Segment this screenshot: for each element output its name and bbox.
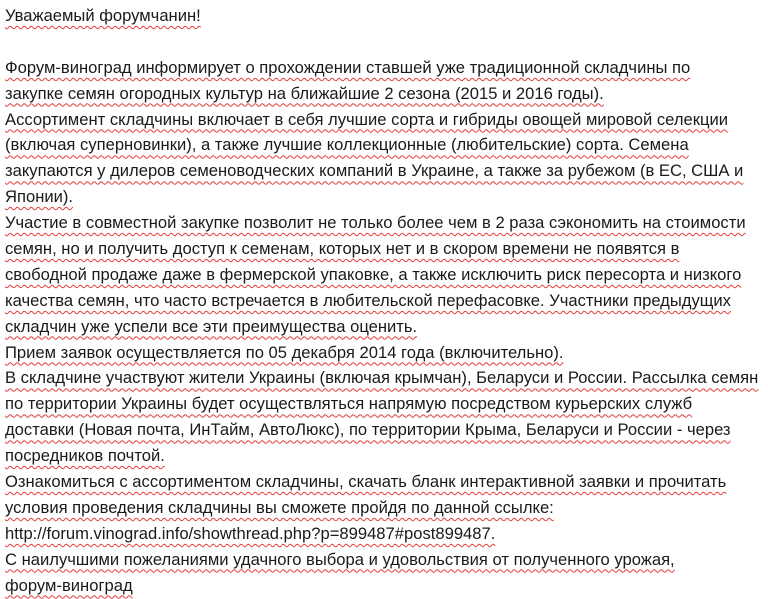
text-line-17: Ознакомиться с ассортиментом складчины, скачать бланк интерактивной заявки и прочитать — [5, 472, 727, 492]
text-line-9: свободной продаже даже в фермерской упаковке, а также исключить риск пересорта и низкого — [5, 264, 742, 284]
text-line-11: складчин уже успели все эти преимущества оценить. — [5, 316, 418, 336]
signature-line: форум-виноград — [5, 575, 133, 595]
text-line-7: Участие в совместной закупке позволит не только более чем в 2 раза сэкономить на стоимости — [5, 213, 746, 233]
text-line-16: посредников почтой. — [5, 446, 165, 466]
document-body — [5, 3, 765, 598]
text-line-18: условия проведения складчины вы сможете пройдя по данной ссылке: — [5, 497, 554, 517]
text-line-2: закупке семян огородных культур на ближайшие 2 сезона (2015 и 2016 годы). — [5, 83, 604, 103]
text-line-12: Прием заявок осуществляется по 05 декабря 2014 года (включительно). — [5, 342, 564, 362]
link-line: http://forum.vinograd.info/showthread.php?p=899487#post899487. — [5, 523, 496, 543]
text-line-5: закупаются у дилеров семеноводческих компаний в Украине, а также за рубежом (в ЕС, США и — [5, 161, 744, 181]
blank-line — [5, 29, 765, 55]
text-line-3: Ассортимент складчины включает в себя лучшие сорта и гибриды овощей мировой селекции — [5, 109, 729, 129]
text-line-20: С наилучшими пожеланиями удачного выбора и удовольствия от полученного урожая, — [5, 549, 675, 569]
text-line-15: доставки (Новая почта, ИнТайм, АвтоЛюкс), по территории Крыма, Беларуси и России - через — [5, 420, 731, 440]
text-line-4: (включая суперновинки), а также лучшие коллекционные (любительские) сорта. Семена — [5, 135, 689, 155]
text-line-8: семян, но и получить доступ к семенам, которых нет и в скором времени не появятся в — [5, 239, 680, 259]
text-line-1: Форум-виноград информирует о прохождении ставшей уже традиционной складчины по — [5, 57, 691, 77]
text-line-13: В складчине участвуют жители Украины (включая крымчан), Беларуси и России. Рассылка семян — [5, 368, 759, 388]
text-line-10: качества семян, что часто встречается в любительской перефасовке. Участники предыдущих — [5, 290, 731, 310]
greeting-line: Уважаемый форумчанин! — [5, 6, 201, 25]
text-line-6: Японии). — [5, 187, 74, 207]
text-line-14: по территории Украины будет осуществляться напрямую посредством курьерских служб — [5, 394, 693, 414]
